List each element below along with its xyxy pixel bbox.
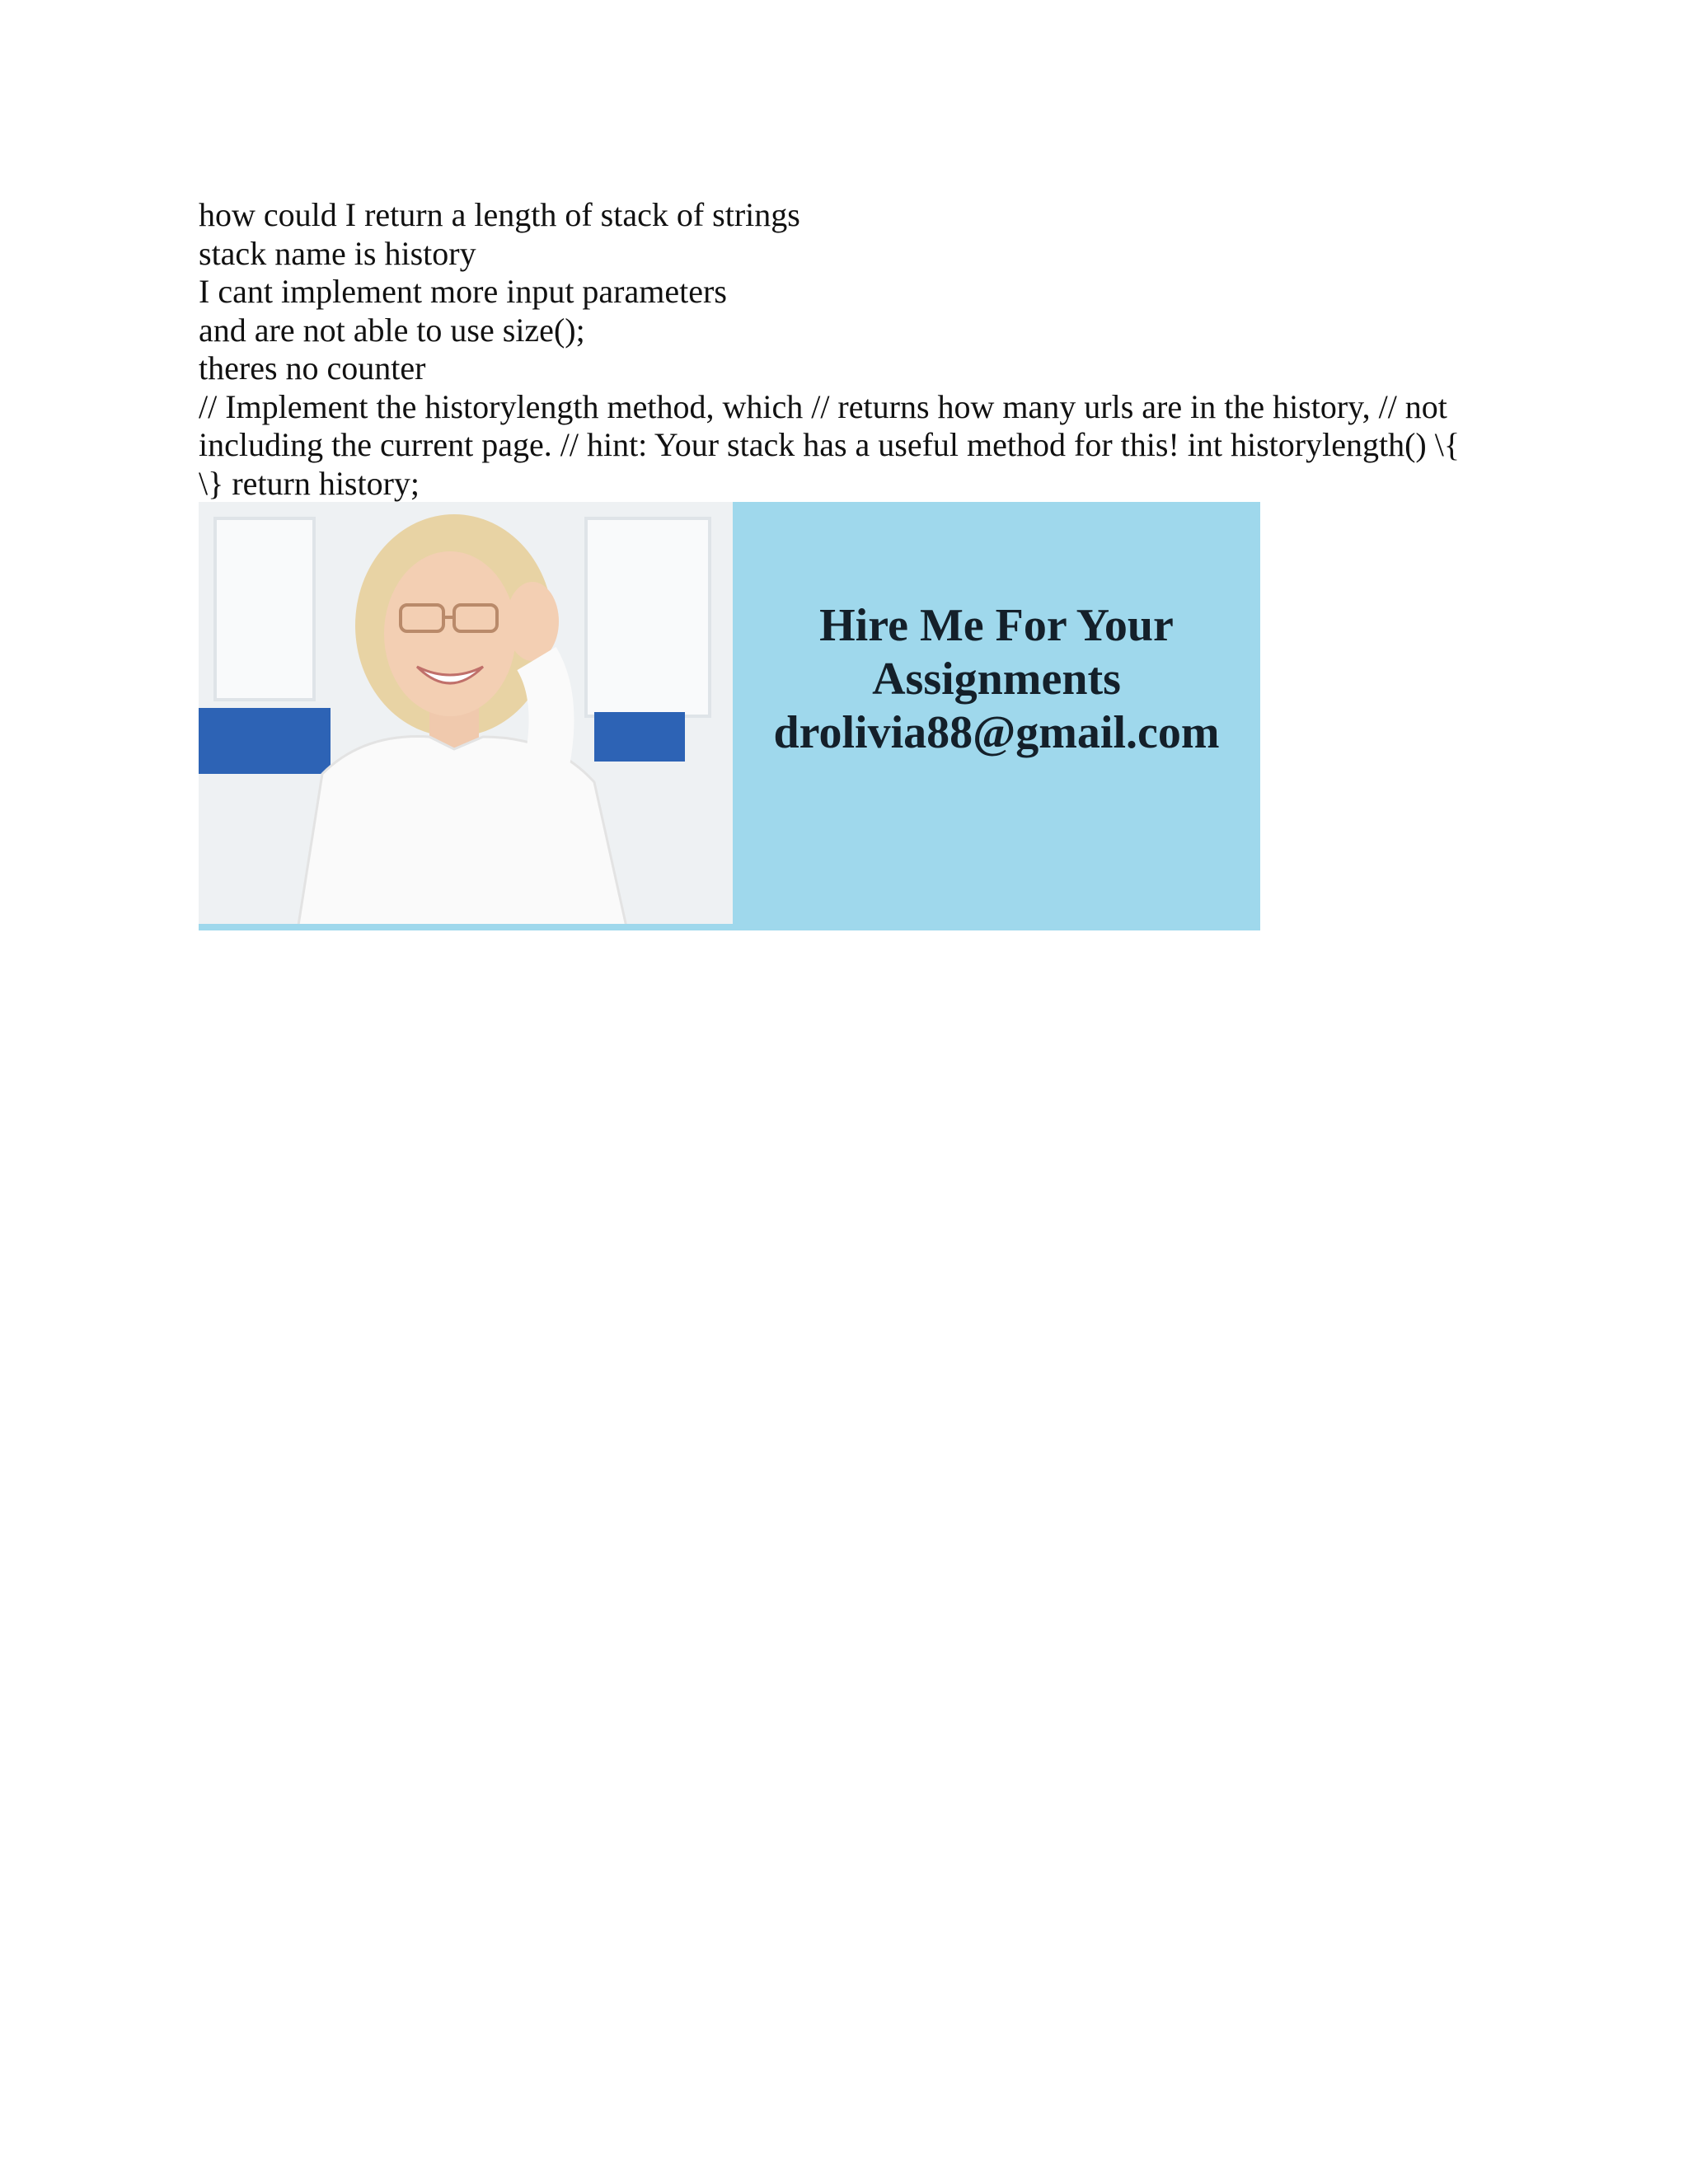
banner-bottom-strip	[199, 924, 734, 930]
woman-photo	[199, 502, 734, 930]
question-text	[199, 196, 1484, 503]
woman-illustration	[199, 502, 734, 930]
question-line: I cant implement more input parameters	[199, 273, 727, 310]
ad-text	[733, 599, 1260, 760]
advertisement-banner	[199, 502, 1260, 930]
question-line: theres no counter	[199, 349, 426, 387]
code-paragraph: // Implement the historylength method, which // returns how many urls are in the history, // not including the current page. // hint: Your stack has a useful method for this! int historylength() \{ \} return history;	[199, 387, 1461, 502]
ad-headline-line2: Assignments	[872, 654, 1121, 705]
ad-email: drolivia88@gmail.com	[773, 707, 1220, 758]
question-line: and are not able to use size();	[199, 311, 585, 349]
ad-headline-line1: Hire Me For Your	[819, 600, 1174, 651]
question-line: stack name is history	[199, 234, 476, 272]
question-line: how could I return a length of stack of strings	[199, 196, 800, 233]
